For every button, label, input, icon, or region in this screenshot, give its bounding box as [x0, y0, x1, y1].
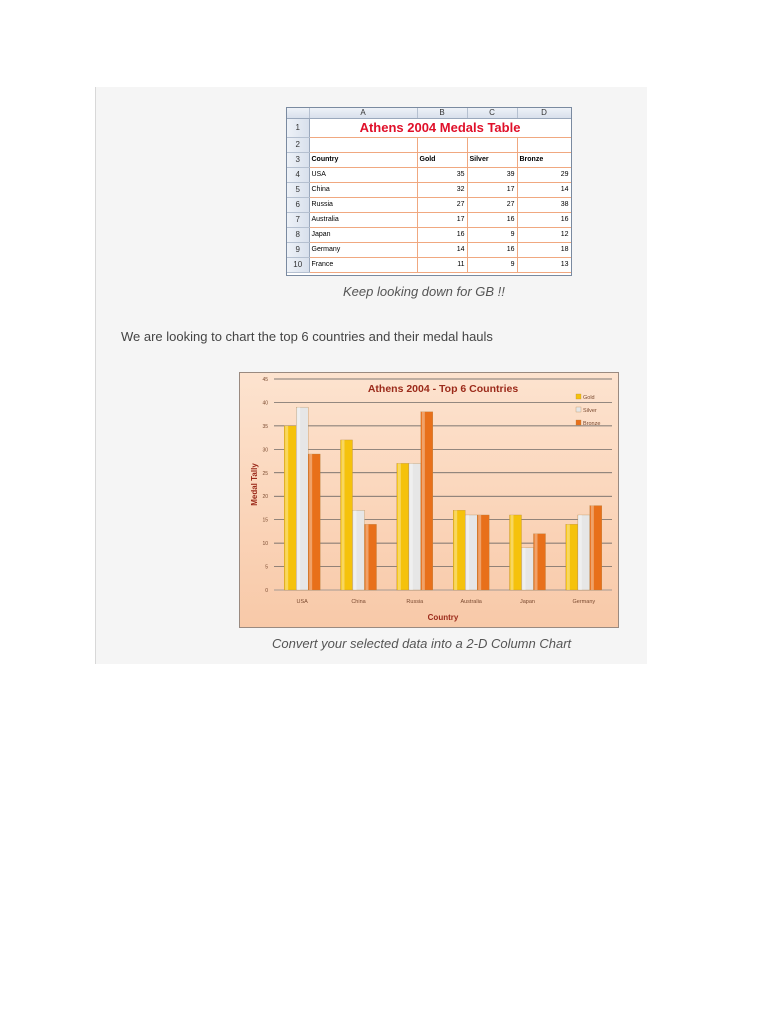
sheet-row: [287, 153, 571, 168]
header-cell: Silver: [467, 153, 517, 168]
bar-highlight: [523, 548, 526, 590]
bar-highlight: [535, 534, 538, 590]
row-number: 7: [287, 213, 309, 228]
header-cell: Gold: [417, 153, 467, 168]
value-cell: 16: [467, 213, 517, 228]
sheet-row: [287, 258, 571, 273]
value-cell: 14: [517, 183, 571, 198]
bar-highlight: [478, 515, 481, 590]
empty-cell: [417, 138, 467, 153]
country-cell: France: [309, 258, 417, 273]
x-tick-label: USA: [296, 599, 308, 605]
y-tick-label: 0: [265, 588, 268, 594]
legend-swatch: [576, 407, 581, 412]
row-number: 3: [287, 153, 309, 168]
bar-highlight: [422, 412, 425, 590]
col-header: A: [309, 108, 417, 119]
header-cell: Country: [309, 153, 417, 168]
value-cell: 16: [517, 213, 571, 228]
bar-highlight: [454, 510, 457, 590]
sheet-row: [287, 119, 571, 138]
x-tick-label: Russia: [406, 599, 424, 605]
row-number: 1: [287, 119, 309, 138]
row-number: 2: [287, 138, 309, 153]
y-tick-label: 30: [262, 447, 268, 454]
y-tick-label: 5: [265, 564, 268, 571]
caption-convert: Convert your selected data into a 2-D Column Chart: [272, 636, 572, 651]
bar-highlight: [309, 454, 312, 590]
bar-highlight: [366, 524, 369, 590]
spreadsheet-image: [286, 107, 572, 276]
bar-highlight: [511, 515, 514, 590]
y-tick-label: 40: [262, 400, 268, 407]
value-cell: 27: [417, 198, 467, 213]
caption-keep-looking: Keep looking down for GB !!: [343, 284, 505, 299]
y-tick-label: 45: [262, 377, 268, 383]
country-cell: Australia: [309, 213, 417, 228]
value-cell: 18: [517, 243, 571, 258]
x-tick-label: Australia: [460, 599, 482, 605]
column-chart: [239, 372, 619, 628]
bar-highlight: [297, 407, 300, 590]
empty-cell: [467, 138, 517, 153]
bar-highlight: [410, 463, 413, 590]
country-cell: Russia: [309, 198, 417, 213]
chart-title: Athens 2004 - Top 6 Countries: [367, 383, 519, 395]
sheet-row: [287, 228, 571, 243]
sheet-row: [287, 243, 571, 258]
legend-label: Gold: [583, 395, 595, 401]
x-axis-label: Country: [427, 613, 459, 622]
y-tick-label: 25: [262, 470, 268, 477]
row-number: 6: [287, 198, 309, 213]
empty-cell: [309, 138, 417, 153]
legend-label: Bronze: [583, 421, 601, 427]
legend-swatch: [576, 394, 581, 399]
value-cell: 17: [467, 183, 517, 198]
country-cell: Germany: [309, 243, 417, 258]
value-cell: 9: [467, 258, 517, 273]
y-tick-label: 10: [262, 541, 268, 548]
legend-label: Silver: [583, 408, 597, 414]
sheet-row: [287, 183, 571, 198]
sheet-row: [287, 138, 571, 153]
intro-text: We are looking to chart the top 6 countries and their medal hauls: [121, 329, 493, 344]
bar-highlight: [567, 524, 570, 590]
empty-cell: [517, 138, 571, 153]
row-number: 5: [287, 183, 309, 198]
value-cell: 38: [517, 198, 571, 213]
value-cell: 29: [517, 168, 571, 183]
bar-highlight: [342, 440, 345, 590]
country-cell: China: [309, 183, 417, 198]
y-tick-label: 20: [262, 494, 268, 501]
col-header: B: [417, 108, 467, 119]
row-number: 8: [287, 228, 309, 243]
corner-cell: [287, 108, 309, 119]
medals-table: [287, 108, 572, 273]
sheet-row: [287, 168, 571, 183]
value-cell: 17: [417, 213, 467, 228]
value-cell: 14: [417, 243, 467, 258]
bar-highlight: [354, 510, 357, 590]
y-tick-label: 35: [262, 423, 268, 430]
value-cell: 39: [467, 168, 517, 183]
bar-highlight: [466, 515, 469, 590]
sheet-row: [287, 198, 571, 213]
header-cell: Bronze: [517, 153, 571, 168]
row-number: 10: [287, 258, 309, 273]
value-cell: 35: [417, 168, 467, 183]
sheet-row: [287, 213, 571, 228]
bar-highlight: [591, 506, 594, 590]
y-axis-label: Medal Tally: [250, 463, 259, 506]
value-cell: 12: [517, 228, 571, 243]
x-tick-label: Japan: [520, 599, 535, 605]
col-header: D: [517, 108, 571, 119]
value-cell: 16: [417, 228, 467, 243]
bar-highlight: [285, 426, 288, 590]
chart-svg: [240, 373, 618, 627]
bar-highlight: [398, 463, 401, 590]
country-cell: Japan: [309, 228, 417, 243]
legend-swatch: [576, 420, 581, 425]
sheet-title: Athens 2004 Medals Table: [309, 119, 571, 138]
y-tick-label: 15: [262, 517, 268, 524]
value-cell: 9: [467, 228, 517, 243]
country-cell: USA: [309, 168, 417, 183]
bar-highlight: [579, 515, 582, 590]
value-cell: 32: [417, 183, 467, 198]
value-cell: 16: [467, 243, 517, 258]
col-header: C: [467, 108, 517, 119]
row-number: 9: [287, 243, 309, 258]
x-tick-label: Germany: [572, 599, 596, 605]
value-cell: 27: [467, 198, 517, 213]
value-cell: 13: [517, 258, 571, 273]
value-cell: 11: [417, 258, 467, 273]
x-tick-label: China: [351, 599, 366, 605]
row-number: 4: [287, 168, 309, 183]
